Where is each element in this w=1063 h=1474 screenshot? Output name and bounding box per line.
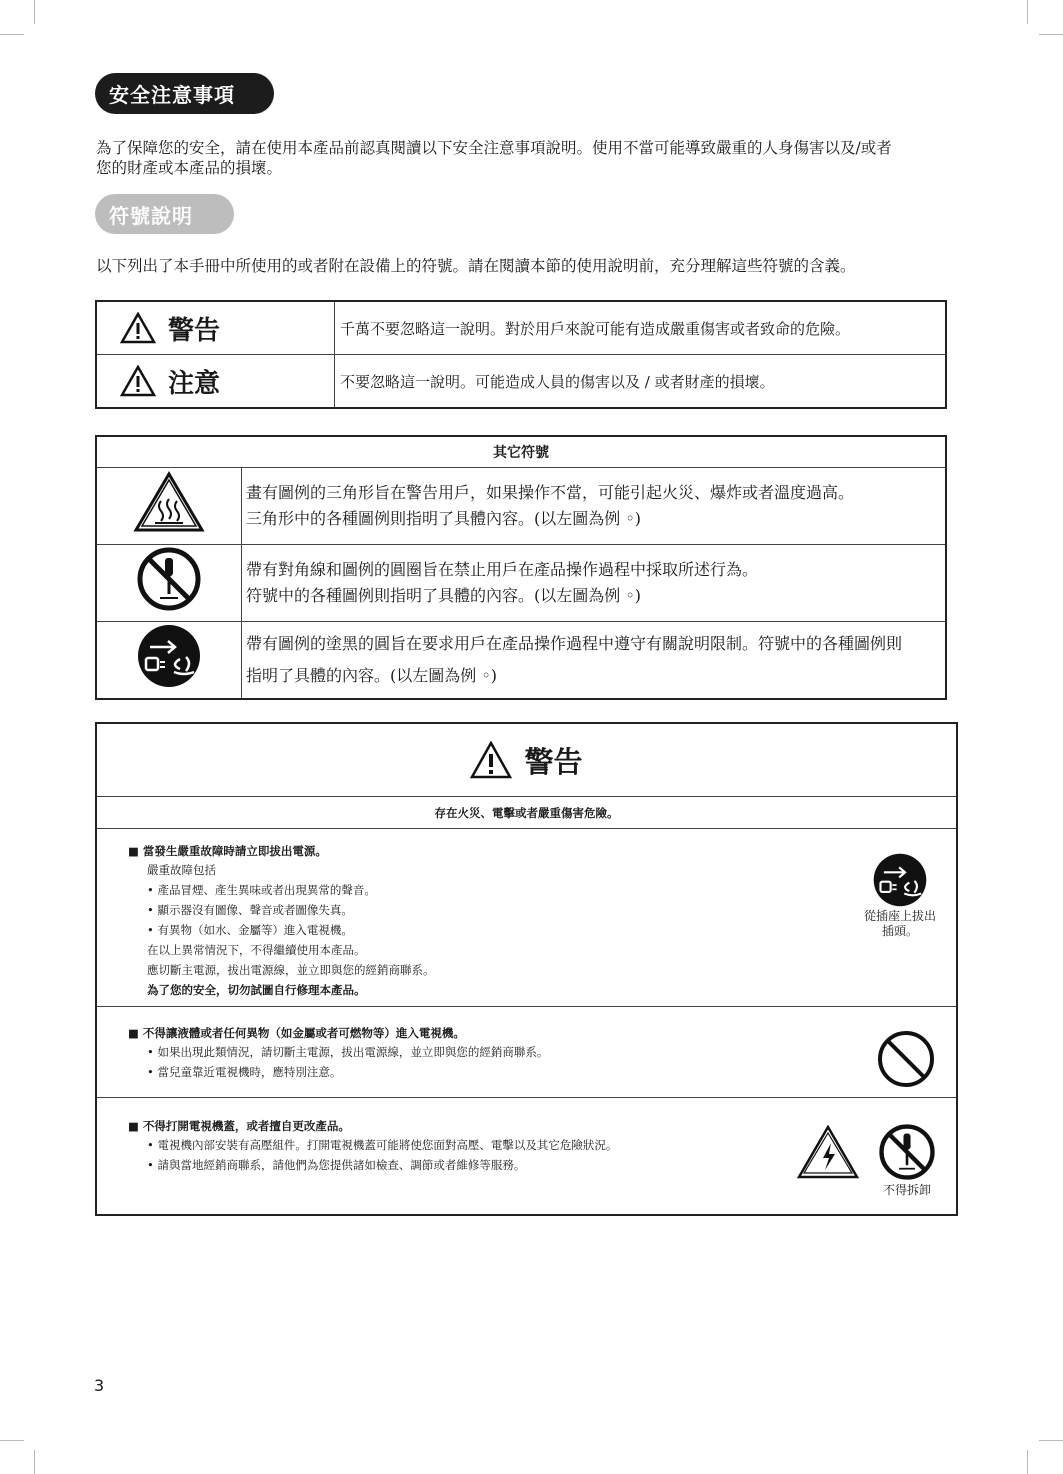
unplug-icon	[872, 852, 928, 908]
row-text: 畫有圖例的三角形旨在警告用戶，如果操作不當，可能引起火災、爆炸或者溫度過高。	[246, 483, 855, 502]
crop-mark	[0, 1440, 24, 1441]
other-symbols-table	[95, 435, 947, 700]
warning-triangle-icon	[470, 741, 512, 779]
row-text: 符號中的各種圖例則指明了具體的內容。(以左圖為例 ◦)	[246, 586, 642, 605]
caution-triangle-icon	[120, 365, 156, 397]
warning-description: 千萬不要忽略這一說明。對於用戶來說可能有造成嚴重傷害或者致命的危險。	[335, 301, 947, 355]
warning-label: 警告	[168, 315, 221, 346]
warning-triangle-icon	[120, 312, 156, 344]
table-row	[96, 622, 946, 700]
intro-line-2: 您的財產或本產品的損壞。	[96, 159, 283, 177]
hot-surface-triangle-icon	[133, 471, 205, 533]
high-voltage-icon	[797, 1125, 859, 1179]
unplug-caption: 插頭。	[881, 924, 918, 938]
warning-box-subtitle: 存在火災、電擊或者嚴重傷害危險。	[97, 797, 956, 829]
disassembly-caption: 不得拆卸	[882, 1183, 931, 1197]
list-item: 嚴重故障包括	[147, 863, 216, 877]
warning-box	[95, 722, 958, 1216]
unplug-caption: 從插座上拔出	[863, 909, 936, 923]
other-symbols-header: 其它符號	[96, 436, 946, 468]
row-text: 帶有對角線和圖例的圓圈旨在禁止用戶在產品操作過程中採取所述行為。	[246, 560, 759, 579]
list-item: • 如果出現此類情況，請切斷主電源，拔出電源線，並立即與您的經銷商聯系。	[147, 1045, 549, 1059]
list-item: 應切斷主電源，拔出電源線，並立即與您的經銷商聯系。	[147, 963, 435, 977]
list-item: • 當兒童靠近電視機時，應特別注意。	[147, 1065, 342, 1079]
crop-mark	[1027, 1450, 1028, 1474]
warning-section-unplug	[97, 829, 956, 1007]
unplug-icon	[136, 623, 202, 689]
table-row	[96, 468, 946, 545]
intro-paragraph	[96, 138, 966, 178]
warning-caution-table	[95, 300, 947, 409]
list-item: 在以上異常情況下，不得繼續使用本產品。	[147, 943, 366, 957]
list-item: • 電視機內部安裝有高壓組件。打開電視機蓋可能將使您面對高壓、電擊以及其它危險狀況。	[147, 1138, 618, 1152]
symbols-description: 以下列出了本手冊中所使用的或者附在設備上的符號。請在閱讀本節的使用說明前，充分理解這些符號的含義。	[96, 257, 856, 275]
table-row	[96, 355, 946, 409]
list-item: • 產品冒煙、產生異味或者出現異常的聲音。	[147, 883, 376, 897]
section-title-safety: 安全注意事項	[95, 73, 274, 114]
warning-section-cover	[97, 1099, 956, 1214]
crop-mark	[1027, 0, 1028, 24]
row-text: 三角形中的各種圖例則指明了具體內容。(以左圖為例 ◦)	[246, 509, 642, 528]
caution-label: 注意	[168, 368, 221, 399]
prohibited-icon	[877, 1030, 935, 1088]
list-item: • 請與當地經銷商聯系，請他們為您提供諸如檢查、調節或者維修等服務。	[147, 1158, 526, 1172]
row-text: 指明了具體的內容。(以左圖為例 ◦)	[246, 666, 498, 685]
intro-line-1: 為了保障您的安全，請在使用本產品前認真閱讀以下安全注意事項說明。使用不當可能導致嚴重的人身傷害以及/或者	[96, 139, 892, 157]
section-heading: ■ 不得打開電視機蓋，或者擅自更改產品。	[128, 1119, 350, 1133]
list-item: • 顯示器沒有圖像、聲音或者圖像失真。	[147, 903, 353, 917]
no-disassembly-icon	[136, 546, 202, 612]
no-disassembly-icon	[878, 1123, 936, 1181]
section-heading: ■ 當發生嚴重故障時請立即拔出電源。	[128, 844, 327, 858]
list-item: • 有異物（如水、金屬等）進入電視機。	[147, 923, 353, 937]
crop-mark	[1039, 1440, 1063, 1441]
crop-mark	[0, 34, 24, 35]
row-text: 帶有圖例的塗黑的圓旨在要求用戶在產品操作過程中遵守有關說明限制。符號中的各種圖例則	[246, 634, 903, 653]
warning-box-title: 警告	[524, 744, 583, 779]
crop-mark	[34, 1450, 35, 1474]
warning-section-liquids	[97, 1008, 956, 1098]
bold-notice: 為了您的安全，切勿試圖自行修理本產品。	[147, 983, 366, 997]
table-row	[96, 545, 946, 622]
crop-mark	[1039, 34, 1063, 35]
caution-description: 不要忽略這一說明。可能造成人員的傷害以及 / 或者財產的損壞。	[335, 355, 947, 409]
section-title-symbols: 符號說明	[95, 194, 234, 234]
section-heading: ■ 不得讓液體或者任何異物（如金屬或者可燃物等）進入電視機。	[128, 1026, 465, 1040]
page-number: 3	[94, 1376, 105, 1395]
crop-mark	[34, 0, 35, 24]
table-row	[96, 301, 946, 355]
